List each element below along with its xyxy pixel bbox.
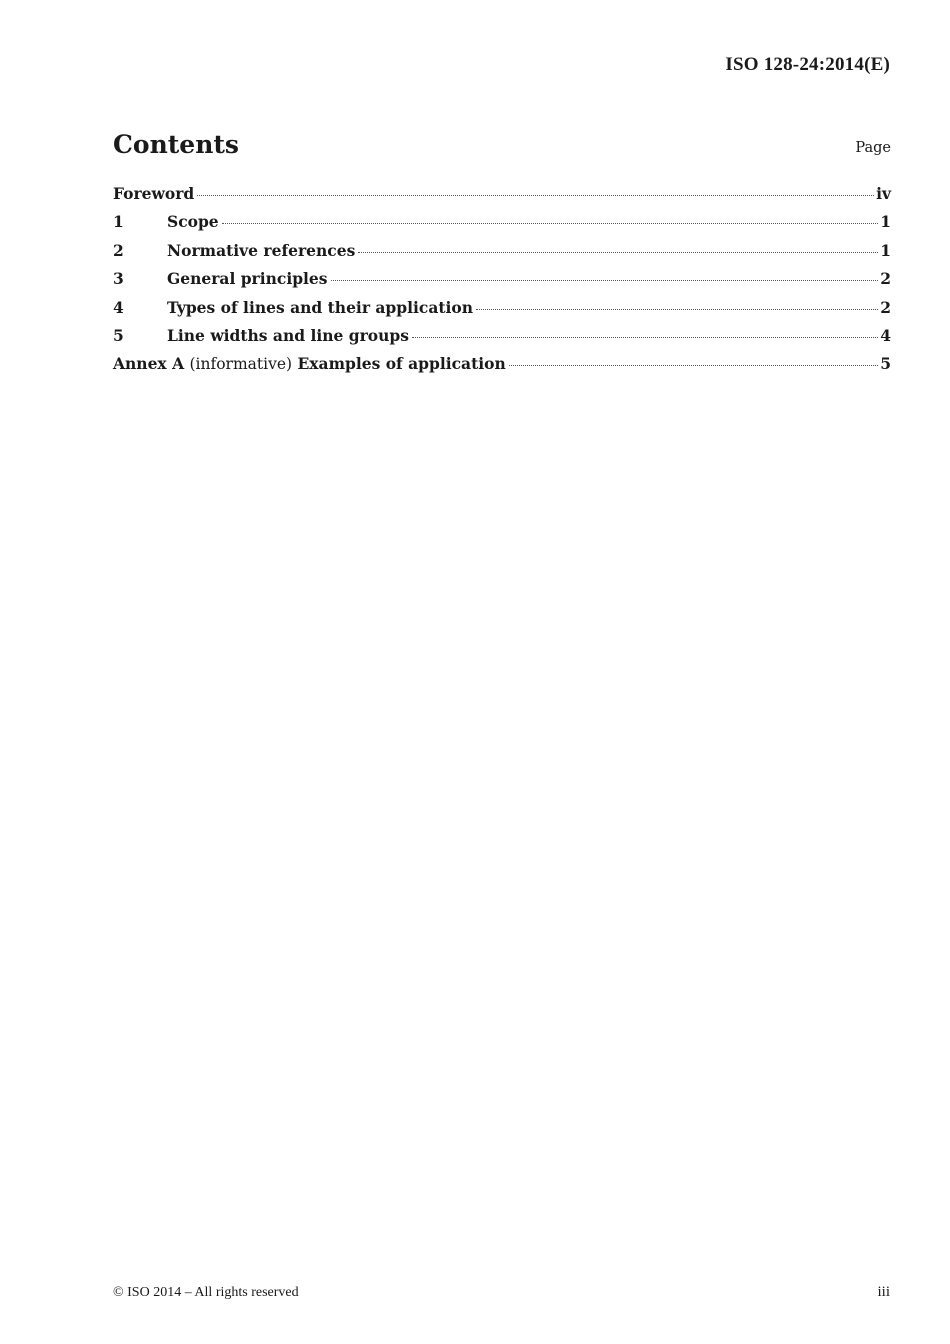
toc-entry-label: Scope [167,212,219,232]
toc-entry-label [113,354,506,373]
page-column-label: Page [855,140,891,156]
toc-entry-annex-a[interactable] [113,354,891,382]
contents-title: Contents [113,130,240,159]
dot-leader [331,280,879,281]
toc-entry-general-principles[interactable] [113,269,891,297]
dot-leader [197,195,874,196]
toc-entry-number: 1 [113,212,124,232]
dot-leader [358,252,878,253]
toc-entry-page: 1 [880,240,891,260]
toc-entry-number: 5 [113,325,124,345]
document-id: ISO 128-24:2014(E) [725,54,890,75]
toc-entry-scope[interactable] [113,212,891,240]
toc-entry-label: General principles [167,269,328,289]
toc-entry-page: 5 [880,354,891,374]
toc-entry-number: 4 [113,297,124,317]
dot-leader [476,309,878,310]
toc-entry-number: 2 [113,240,124,260]
toc-entry-label: Normative references [167,240,356,260]
contents-header [113,130,891,166]
annex-title: Examples of application [297,354,506,374]
dot-leader [509,365,878,366]
annex-prefix: Annex A [113,354,185,374]
dot-leader [412,337,878,338]
dot-leader [222,223,879,224]
table-of-contents [113,184,891,383]
toc-entry-normative-references[interactable] [113,241,891,269]
copyright-notice: © ISO 2014 – All rights reserved [113,1285,299,1300]
toc-entry-label: Line widths and line groups [167,325,409,345]
toc-entry-foreword[interactable] [113,184,891,212]
toc-entry-line-widths[interactable] [113,326,891,354]
toc-entry-page: 2 [880,297,891,317]
toc-entry-label: Foreword [113,184,195,203]
toc-entry-number: 3 [113,269,124,289]
toc-entry-page: 2 [880,269,891,289]
page-number: iii [877,1284,890,1300]
toc-entry-label: Types of lines and their application [167,297,474,317]
toc-entry-page: 4 [880,325,891,345]
toc-entry-page: 1 [880,212,891,232]
annex-note: (informative) [189,355,293,374]
toc-entry-page: iv [876,184,891,203]
toc-entry-types-of-lines[interactable] [113,298,891,326]
